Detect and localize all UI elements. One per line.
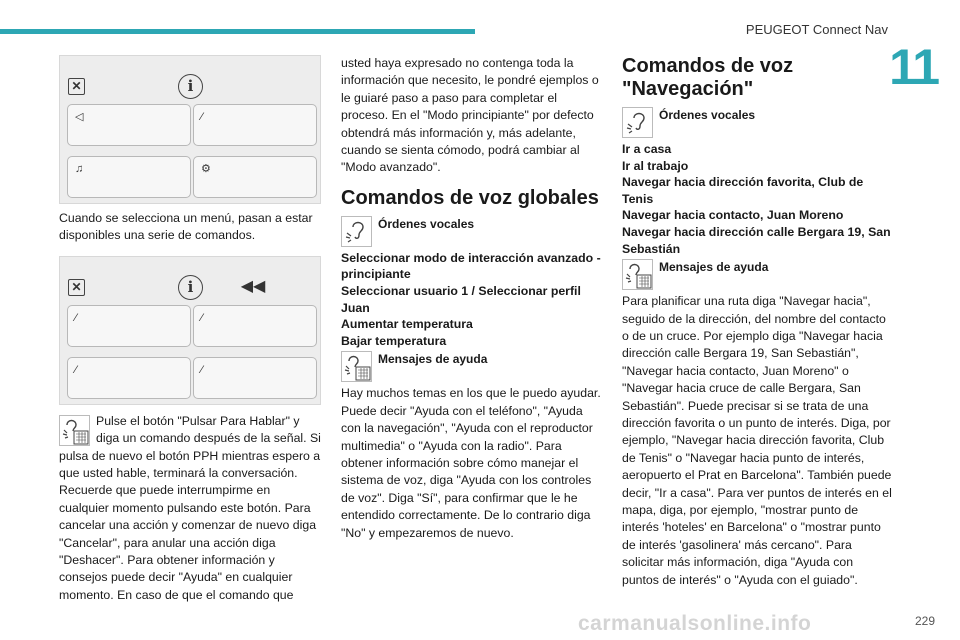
menu-tile — [193, 104, 317, 146]
help-messages-header — [622, 259, 892, 290]
voice-settings-icon: ✕ — [68, 279, 85, 296]
help-messages-label: Mensajes de ayuda — [378, 352, 488, 367]
phone-icon: ⁄ — [201, 311, 203, 324]
voice-commands-header — [341, 216, 605, 247]
voice-settings-icon: ✕ — [68, 78, 85, 95]
menu-tile — [193, 305, 317, 347]
header-accent-bar — [0, 29, 475, 34]
section-heading-navigation: Comandos de voz "Navegación" — [622, 55, 794, 100]
push-to-talk-text: Pulse el botón "Pulsar Para Hablar" y diga un comando después de la señal. Si pulsa de nuevo el botón PPH mientras espero a que usted hable, terminará la conversación. Recuerde que puede interrumpirme en cualquier momento pulsando este botón. Para cancelar una acción y comenzar de nuevo diga "Cancelar", para anular una acción diga "Deshacer". Para obtener información y consejos puede decir "Ayuda" en cualquier momento. En caso de que el comando que — [59, 413, 321, 602]
column-3 — [622, 55, 892, 589]
global-commands-list — [341, 250, 605, 350]
menu-tile — [67, 305, 191, 347]
command-item: Bajar temperatura — [341, 333, 447, 348]
command-item: Navegar hacia dirección favorita, Club de Tenis — [622, 175, 864, 206]
phone-icon: ⁄ — [75, 311, 77, 324]
screen-illustration-submenu — [59, 256, 321, 405]
navigation-icon: ◁ — [75, 111, 84, 123]
info-icon: i — [178, 275, 203, 300]
command-item: Seleccionar usuario 1 / Seleccionar perfil Juan — [341, 284, 581, 315]
voice-help-icon — [59, 415, 90, 446]
menu-tile — [67, 104, 191, 146]
page-number: 229 — [914, 614, 935, 628]
voice-commands-label: Órdenes vocales — [659, 108, 756, 122]
command-item: Ir al trabajo — [622, 158, 689, 173]
help-messages-header — [341, 351, 605, 382]
push-to-talk-paragraph — [59, 413, 321, 604]
menu-tile — [193, 357, 317, 399]
chapter-number: 11 — [889, 39, 938, 95]
command-item: Navegar hacia contacto, Juan Moreno — [622, 208, 844, 223]
menu-tile — [67, 156, 191, 198]
screen-caption: Cuando se selecciona un menú, pasan a estar disponibles una serie de comandos. — [59, 211, 313, 243]
command-item: Aumentar temperatura — [341, 317, 473, 332]
back-icon: ◀◀ — [240, 278, 266, 296]
voice-commands-label: Órdenes vocales — [378, 216, 475, 231]
info-icon: i — [178, 74, 203, 99]
music-icon: ♫ — [75, 163, 84, 175]
column-1 — [59, 55, 321, 604]
continued-text: usted haya expresado no contenga toda la información que necesito, le pondré ejemplos o le guiaré paso a paso para completar el proceso. En el "Modo principiante" por defecto obtendrá más información y, más adelante, cuando se sienta cómodo, podrá cambiar al "Modo avanzado". — [341, 56, 599, 175]
phone-icon: ⁄ — [75, 363, 77, 376]
screen-illustration-main-menu — [59, 55, 321, 204]
help-messages-label: Mensajes de ayuda — [659, 260, 769, 275]
phone-icon: ⁄ — [201, 111, 203, 123]
menu-tile — [67, 357, 191, 399]
help-text: Para planificar una ruta diga "Navegar hacia", seguido de la dirección, del nombre del contacto o de un cruce. Por ejemplo diga "Navegar hacia dirección calle Bergara 19, San Sebastián", "Navegar hacia contacto, Juan Moreno" o "Navegar hacia cruce de calle Bergara, San Sebastián". Puede precisar si se trata de una dirección favorita o un punto de interés. Diga, por ejemplo, "Navegar hacia dirección favorita, Club de Tenis" o "Navegar hacia punto de interés, aeropuerto el Prat en Barcelona". También puede decir, "Ir a casa". Para ver puntos de interés en el mapa, diga, por ejemplo, "mostrar punto de interés 'hoteles' en Barcelona" o "mostrar punto de interés 'gasolinera' más cercano". Para solicitar más información, diga "Ayuda con puntos de interés" o "Ayuda con el guiado". — [622, 294, 892, 587]
watermark: carmanualsonline.info — [578, 612, 812, 635]
voice-help-icon — [341, 351, 372, 382]
phone-icon: ⁄ — [201, 363, 203, 376]
voice-command-icon — [341, 216, 372, 247]
help-text: Hay muchos temas en los que le puedo ayudar. Puede decir "Ayuda con el teléfono", "Ayuda con la navegación", "Ayuda con el reproductor multimedia" o "Ayuda con la radio". Para obtener información sobre cómo manejar el sistema de voz, diga "Ayuda con los controles de voz". Diga "Sí", para confirmar que le he entendido correctamente. De lo contrario diga "No" y empezaremos de nuevo. — [341, 386, 601, 540]
column-2 — [341, 55, 605, 542]
voice-help-icon — [622, 259, 653, 290]
voice-command-icon — [622, 107, 653, 138]
menu-tile — [193, 156, 317, 198]
header-title: PEUGEOT Connect Nav — [745, 22, 888, 37]
command-item: Seleccionar modo de interacción avanzado - principiante — [341, 250, 601, 282]
command-item: Navegar hacia dirección calle Bergara 19, San Sebastián — [622, 224, 891, 256]
settings-icon: ⚙ — [201, 163, 211, 175]
section-heading-global: Comandos de voz globales — [341, 186, 599, 209]
navigation-commands-list — [622, 141, 892, 257]
voice-commands-header — [622, 107, 892, 138]
command-item: Ir a casa — [622, 142, 672, 156]
